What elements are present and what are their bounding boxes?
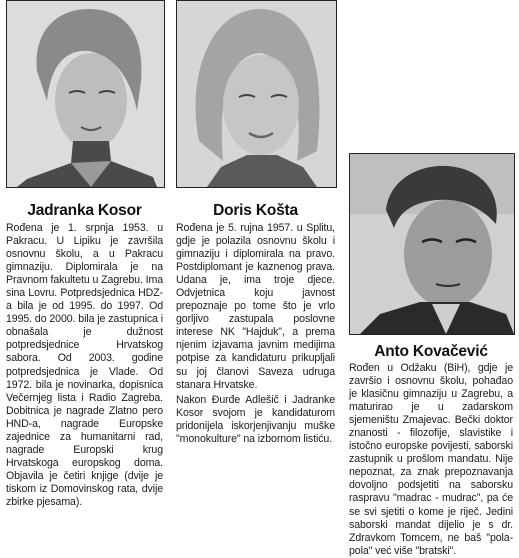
biography-paragraph: Rođena je 1. srpnja 1953. u Pakracu. U Lipiku je završila osnovnu školu, a u Pakracu gimnaziju. Diplomirala je na Pravnom fakultetu u Zagrebu. Ima sina Lovru. Potpredsjednica HDZ-a bila je od 1995. do 1997. Od 1995. do 2000. bila je zastupnica i obnašala je dužnost potpredsjednice Hrvatskog sabora. Od 2003. godine potpredsjednica je Vlade. Od 1972. bila je novinarka, dopisnica Večernjeg lista i Radio Zagreba. Dobitnica je nagrade Zlatno pero HND-a, nagrade Europske zajednice za humanitarni rad, nagrade Europski krug Hrvatskoga europskog doma. Objavila je četiri knjige (dvije je tiskom iz Domovinskog rata, dvije zbirke pjesama). bbox=[6, 222, 163, 508]
biography-text bbox=[6, 222, 163, 509]
portrait-photo-anto-kovacevic bbox=[349, 153, 515, 335]
person-name: Doris Košta bbox=[213, 202, 298, 219]
person-name: Anto Kovačević bbox=[374, 343, 488, 360]
biography-paragraph: Rođena je 5. rujna 1957. u Splitu, gdje je polazila osnovnu školu i gimnaziju i diplomirala na pravo. Postdiplomant je kaznenog prava. Udana je, ima troje djece. Odvjetnica koju javnost prepoznaje po tome što je vrlo gorljivo zastupala poslovne interese NK "Hajduk", a prema njenim izjavama javnim medijima potpise za kandidaturu prikupljali su joj članovi Saveza udruga stanara Hrvatske. bbox=[176, 222, 335, 391]
person-name: Jadranka Kosor bbox=[27, 202, 142, 219]
biography-paragraph: Rođen u Odžaku (BiH), gdje je završio i osnovnu školu, pohađao je klasičnu gimnaziju u Zagrebu, a maturirao je u zadarskom sjemeništu Zmajevac. Bečki doktor znanosti - filozofije, slavistike i istočno europske povijesti, saborski zastupnik u prošlom mandatu. Nije nepoznat, za znak prepoznavanja dovoljno podsjetiti na saborsku raspravu "madrac - mudrac", pa će se svi sjetiti o kome je riječ. Jedini saborski mandat dijelio je s dr. Zdravkom Tomcem, ne baš "pola-pola" već više "bratski". bbox=[349, 362, 513, 557]
biography-paragraph: Nakon Đurđe Adlešič i Jadranke Kosor svojom je kandidaturom pridonijela iskorjenjivanju muške "monokulture" na izbornom listiću. bbox=[176, 393, 335, 445]
biography-text bbox=[176, 222, 335, 446]
biography-text bbox=[349, 362, 513, 558]
portrait-photo-doris-kosta bbox=[176, 0, 337, 188]
portrait-photo-jadranka-kosor bbox=[6, 0, 165, 188]
